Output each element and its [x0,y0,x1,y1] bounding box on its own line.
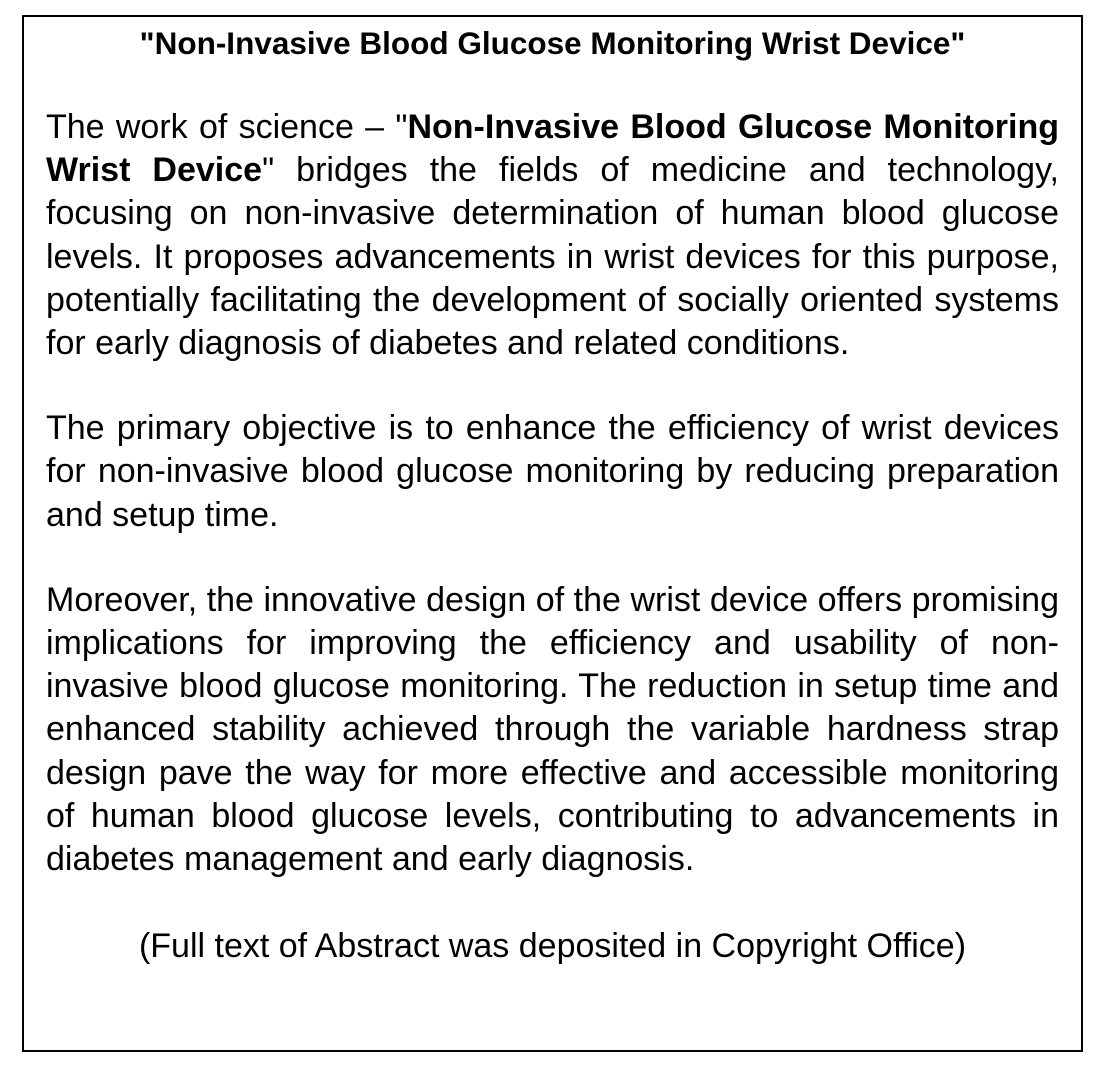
abstract-frame [22,15,1083,1052]
paragraph-introduction [46,106,1059,365]
paragraph-introduction-rest: " bridges the fields of medicine and technology, focusing on non-invasive determination of human blood glucose levels. It proposes advancements in wrist devices for this purpose, potentially facilitating the development of socially oriented systems for early diagnosis of diabetes and related conditions. [46,151,1060,363]
paragraph-implications: Moreover, the innovative design of the wrist device offers promising implications for improving the efficiency and usability of non-invasive blood glucose monitoring. The reduction in setup time and enhanced stability achieved through the variable hardness strap design pave the way for more effective and accessible monitoring of human blood glucose levels, contributing to advancements in diabetes management and early diagnosis. [46,580,1059,879]
paragraph-introduction-lead: The work of science – " [46,108,408,146]
paragraph-introduction-bold-title: Non-Invasive Blood Glucose Monitoring Wrist Device [46,108,1059,190]
copyright-note: (Full text of Abstract was deposited in Copyright Office) [138,927,967,966]
document-title: "Non-Invasive Blood Glucose Monitoring Wrist Device" [139,25,966,61]
paragraph-objective: The primary objective is to enhance the efficiency of wrist devices for non-invasive blood glucose monitoring by reducing preparation and setup time. [46,409,1059,534]
